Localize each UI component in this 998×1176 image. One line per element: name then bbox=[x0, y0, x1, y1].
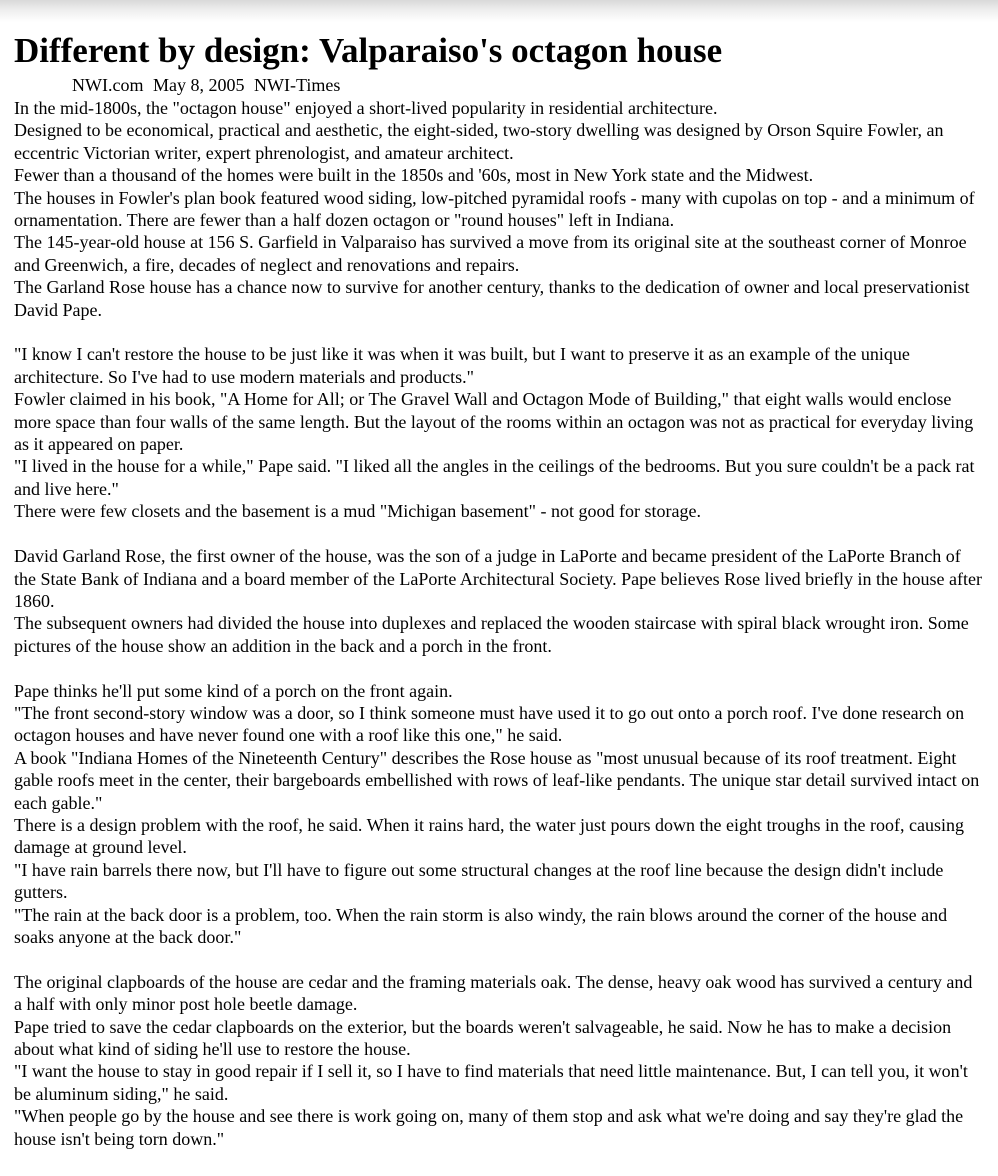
paragraph: Designed to be economical, practical and aesthetic, the eight-sided, two-story dwelling was designed by Orson Squire Fowler, an eccentric Victorian writer, expert phrenologist, and amateur architect. bbox=[14, 120, 944, 163]
paragraph-gap bbox=[14, 321, 984, 343]
byline-source: NWI.com bbox=[72, 75, 144, 95]
paragraph: "The front second-story window was a door, so I think someone must have used it to go out onto a porch roof. I've done research on octagon houses and have never found one with a roof like this one," he said. bbox=[14, 702, 965, 746]
paragraph: "The rain at the back door is a problem, too. When the rain storm is also windy, the rain blows around the corner of the house and soaks anyone at the back door." bbox=[14, 904, 948, 947]
paragraph: The subsequent owners had divided the house into duplexes and replaced the wooden staircase with spiral black wrought iron. Some pictures of the house show an addition in the back and a porch in the front. bbox=[14, 613, 969, 656]
paragraph: There were few closets and the basement is a mud "Michigan basement" - not good for storage. bbox=[14, 501, 701, 522]
paragraph: The Garland Rose house has a chance now to survive for another century, thanks to the dedication of owner and local preservationist David Pape. bbox=[14, 277, 970, 320]
paragraph: Fowler claimed in his book, "A Home for All; or The Gravel Wall and Octagon Mode of Building," that eight walls would enclose more space than four walls of the same length. But the layout of the rooms within an octagon was not as practical for everyday living as it appeared on paper. bbox=[14, 389, 974, 455]
paragraph: Fewer than a thousand of the homes were built in the 1850s and '60s, most in New York state and the Midwest. bbox=[14, 165, 814, 186]
article-body bbox=[14, 97, 984, 1150]
byline-date: May 8, 2005 bbox=[152, 75, 245, 95]
byline-publication: NWI-Times bbox=[253, 75, 341, 95]
paragraph: "I have rain barrels there now, but I'll have to figure out some structural changes at the roof line because the design didn't include gutters. bbox=[14, 859, 944, 903]
paragraph: Pape thinks he'll put some kind of a porch on the front again. bbox=[14, 680, 453, 701]
paragraph: The 145-year-old house at 156 S. Garfield in Valparaiso has survived a move from its original site at the southeast corner of Monroe and Greenwich, a fire, decades of neglect and renovations and repairs. bbox=[14, 232, 967, 275]
paragraph: The houses in Fowler's plan book featured wood siding, low-pitched pyramidal roofs - many with cupolas on top - and a minimum of ornamentation. There are fewer than a half dozen octagon or "round houses" left in Indiana. bbox=[14, 187, 975, 231]
top-shade bbox=[0, 0, 998, 22]
paragraph: Pape tried to save the cedar clapboards on the exterior, but the boards weren't salvageable, he said. Now he has to make a decision about what kind of siding he'll use to restore the house. bbox=[14, 1016, 952, 1059]
paragraph-gap bbox=[14, 657, 984, 679]
paragraph: A book "Indiana Homes of the Nineteenth Century" describes the Rose house as "most unusual because of its roof treatment. Eight gable roofs meet in the center, their bargeboards embellished with rows of leaf-like pendants. The unique star detail survived intact on each gable." bbox=[14, 747, 980, 813]
paragraph: "I lived in the house for a while," Pape said. "I liked all the angles in the ceilings of the bedrooms. But you sure couldn't be a pack rat and live here." bbox=[14, 456, 975, 499]
paragraph-gap bbox=[14, 948, 984, 970]
headline: Different by design: Valparaiso's octagon house bbox=[14, 31, 723, 70]
paragraph: There is a design problem with the roof, he said. When it rains hard, the water just pours down the eight troughs in the roof, causing damage at ground level. bbox=[14, 814, 964, 858]
paragraph: The original clapboards of the house are cedar and the framing materials oak. The dense, heavy oak wood has survived a century and a half with only minor post hole beetle damage. bbox=[14, 971, 973, 1015]
paragraph: "When people go by the house and see there is work going on, many of them stop and ask what we're doing and say they're glad the house isn't being torn down." bbox=[14, 1106, 964, 1149]
byline bbox=[72, 73, 984, 97]
article bbox=[14, 30, 984, 1150]
paragraph-gap bbox=[14, 523, 984, 545]
paragraph: "I know I can't restore the house to be just like it was when it was built, but I want to preserve it as an example of the unique architecture. So I've had to use modern materials and products." bbox=[14, 344, 910, 387]
paragraph: "I want the house to stay in good repair if I sell it, so I have to find materials that need little maintenance. But, I can tell you, it won't be aluminum siding," he said. bbox=[14, 1061, 968, 1104]
paragraph: In the mid-1800s, the "octagon house" enjoyed a short-lived popularity in residential architecture. bbox=[14, 98, 718, 118]
paragraph: David Garland Rose, the first owner of the house, was the son of a judge in LaPorte and became president of the LaPorte Branch of the State Bank of Indiana and a board member of the LaPorte Architectural Society. Pape believes Rose lived briefly in the house after 1860. bbox=[14, 546, 983, 611]
